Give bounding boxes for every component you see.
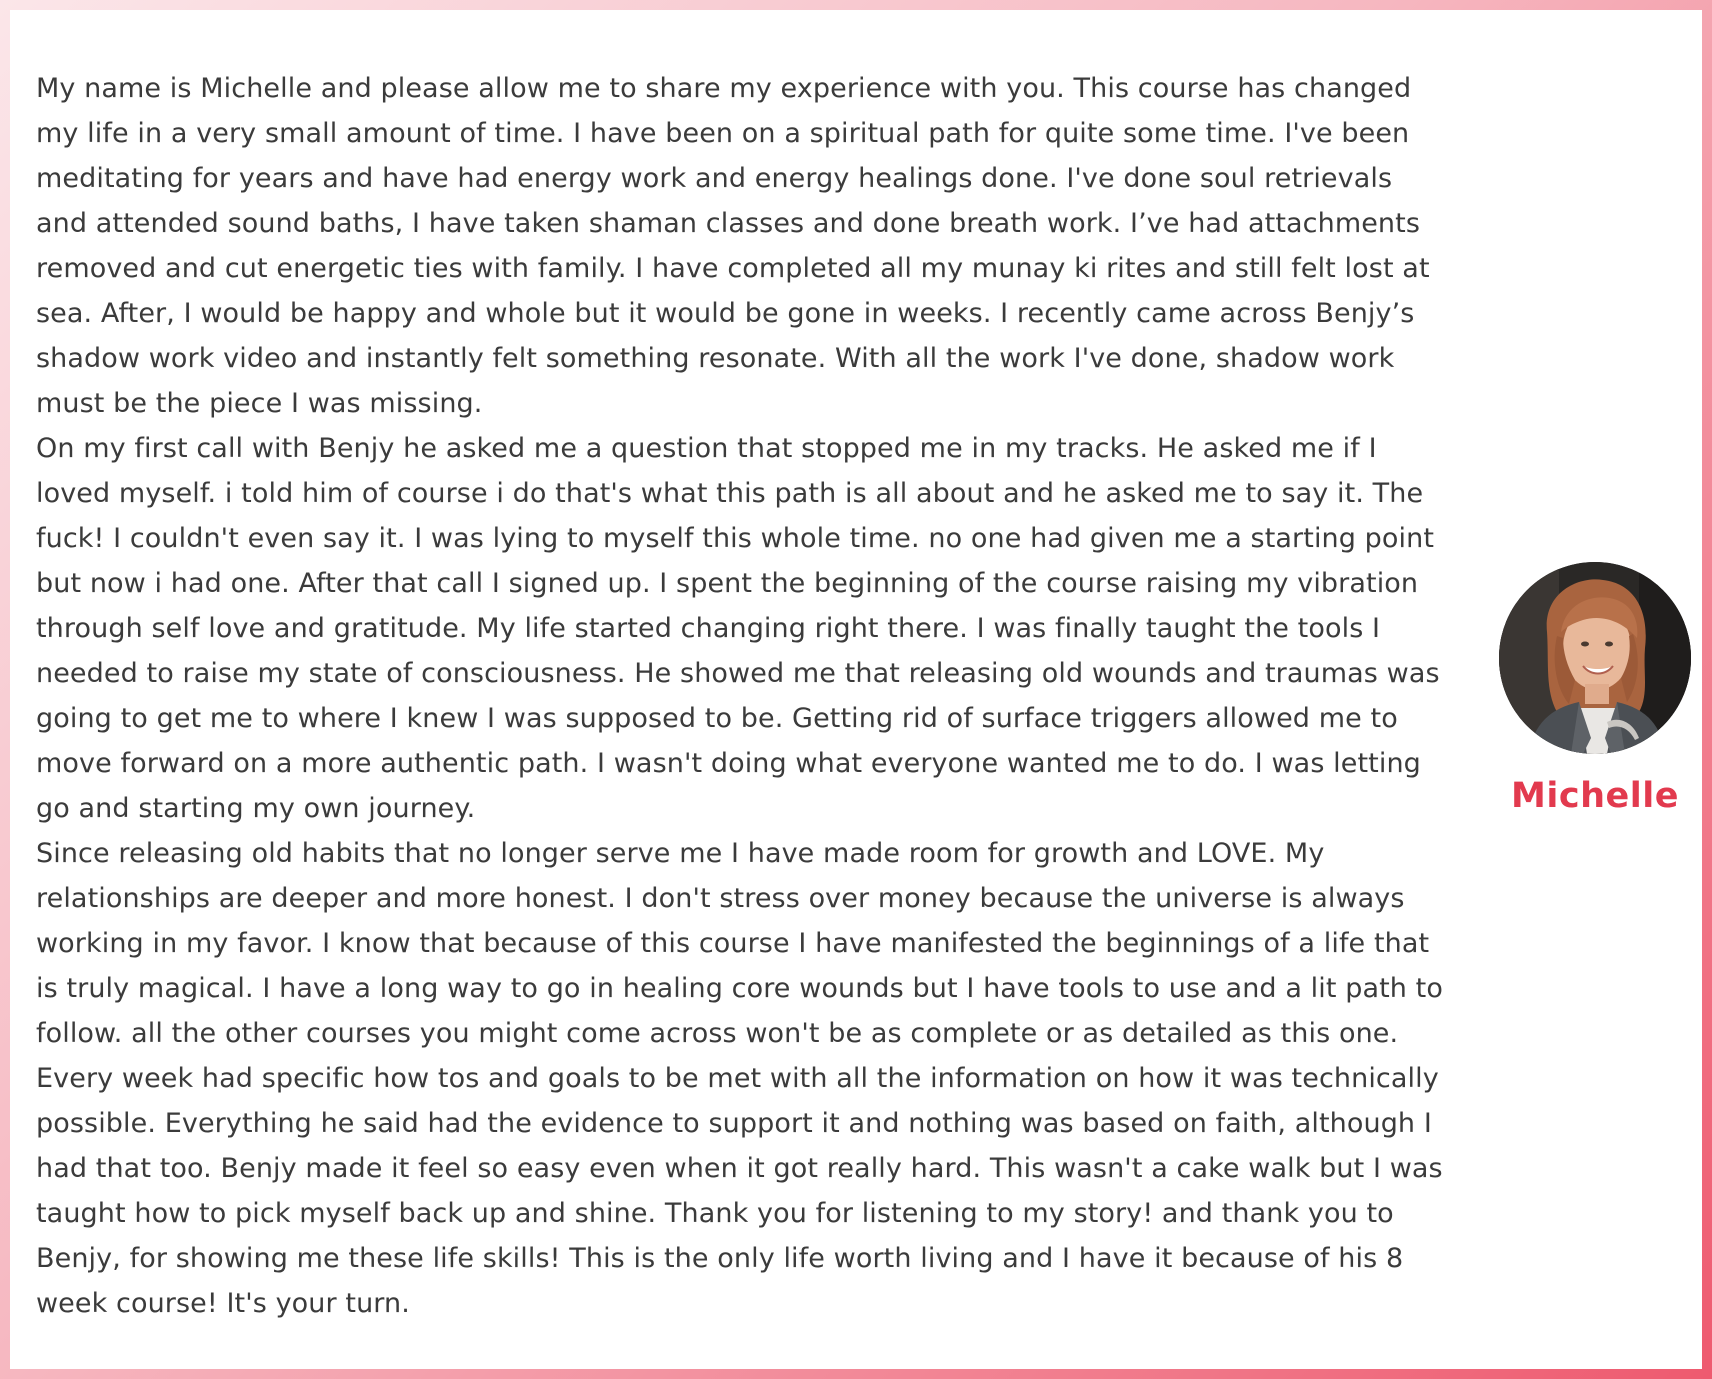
testimonial-paragraph-3: Since releasing old habits that no longer serve me I have made room for growth and LOVE. My relationships are deeper and more honest. I don't stress over money because the universe is always working in my favor. I know that because of this course I have manifested the beginnings of a life that is truly magical. I have a long way to go in healing core wounds but I have tools to use and a lit path to follow. all the other courses you might come across won't be as complete or as detailed as this one. Every week had specific how tos and goals to be met with all the information on how it was technically possible. Everything he said had the evidence to support it and nothing was based on faith, although I had that too. Benjy made it feel so easy even when it got really hard. This wasn't a cake walk but I was taught how to pick myself back up and shine. Thank you for listening to my story! and thank you to Benjy, for showing me these life skills! This is the only life worth living and I have it because of his 8 week course! It's your turn. bbox=[36, 838, 1443, 1319]
author-name: Michelle bbox=[1511, 776, 1679, 816]
author-block bbox=[1485, 562, 1705, 816]
testimonial-card bbox=[10, 10, 1702, 1369]
testimonial-text bbox=[36, 66, 1448, 1326]
avatar bbox=[1499, 562, 1691, 754]
testimonial-paragraph-2: On my first call with Benjy he asked me a question that stopped me in my tracks. He asked me if I loved myself. i told him of course i do that's what this path is all about and he asked me to say it. The fuck! I couldn't even say it. I was lying to myself this whole time. no one had given me a starting point but now i had one. After that call I signed up. I spent the beginning of the course raising my vibration through self love and gratitude. My life started changing right there. I was finally taught the tools I needed to raise my state of consciousness. He showed me that releasing old wounds and traumas was going to get me to where I knew I was supposed to be. Getting rid of surface triggers allowed me to move forward on a more authentic path. I wasn't doing what everyone wanted me to do. I was letting go and starting my own journey. bbox=[36, 433, 1440, 824]
testimonial-paragraph-1: My name is Michelle and please allow me to share my experience with you. This course has changed my life in a very small amount of time. I have been on a spiritual path for quite some time. I've been meditating for years and have had energy work and energy healings done. I've done soul retrievals and attended sound baths, I have taken shaman classes and done breath work. I’ve had attachments removed and cut energetic ties with family. I have completed all my munay ki rites and still felt lost at sea. After, I would be happy and whole but it would be gone in weeks. I recently came across Benjy’s shadow work video and instantly felt something resonate. With all the work I've done, shadow work must be the piece I was missing. bbox=[36, 73, 1430, 419]
avatar-photo-icon bbox=[1499, 562, 1691, 754]
